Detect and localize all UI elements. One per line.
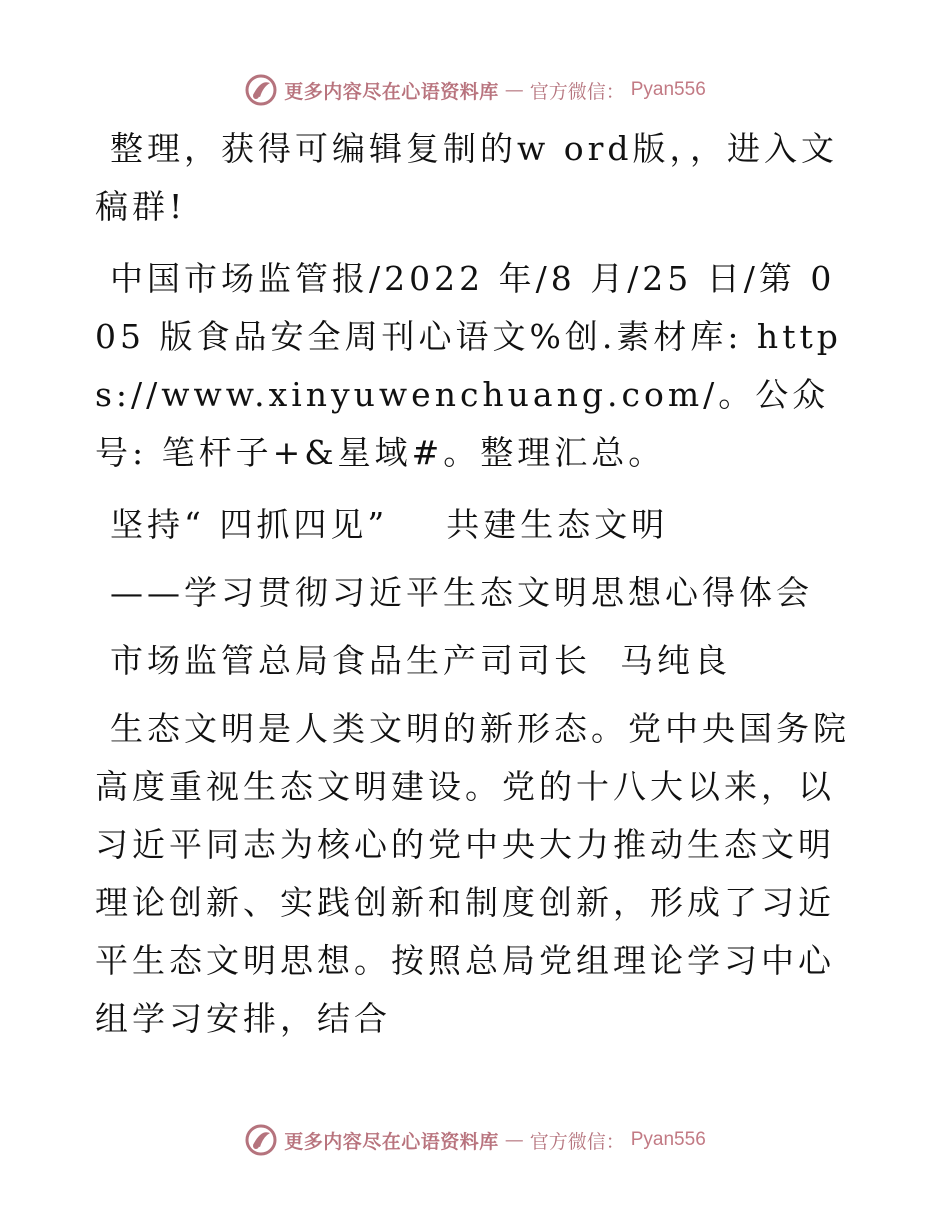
watermark-separator: — (504, 1129, 524, 1151)
brand-logo-icon (244, 1123, 278, 1157)
watermark-wechat-handle: Pyan556 (630, 1129, 706, 1150)
watermark-wechat-label: 官方微信： (529, 80, 625, 103)
article-subtitle: ——学习贯彻习近平生态文明思想心得体会 (110, 573, 813, 612)
article-title: 坚持“ 四抓四见” 共建生态文明 (110, 505, 669, 544)
watermark-separator: — (504, 79, 524, 101)
brand-logo-icon (244, 73, 278, 107)
header-watermark (0, 70, 950, 110)
watermark-wechat-label: 官方微信： (529, 1130, 625, 1153)
footer-watermark (0, 1120, 950, 1160)
article-author: 市场监管总局食品生产司司长 马纯良 (110, 641, 731, 680)
watermark-wechat-handle: Pyan556 (630, 79, 706, 100)
watermark-brand-text: 更多内容尽在心语资料库 (284, 1130, 499, 1153)
source-paragraph: 中国市场监管报/2022 年/8 月/25 日/第 005 版食品安全周刊心语文%创.素材库: https://www.xinyuwenchuang.com/。公众号: 笔杆子+&星域#。整理汇总。 (95, 259, 842, 472)
body-paragraph: 生态文明是人类文明的新形态。党中央国务院高度重视生态文明建设。党的十八大以来，以习近平同志为核心的党中央大力推动生态文明理论创新、实践创新和制度创新，形成了习近平生态文明思想。按照总局党组理论学习中心组学习安排，结合 (95, 709, 850, 1038)
watermark-brand-text: 更多内容尽在心语资料库 (284, 80, 499, 103)
intro-paragraph: 整理，获得可编辑复制的w ord版，，进入文稿群! (95, 129, 839, 226)
document-body (95, 120, 855, 1048)
